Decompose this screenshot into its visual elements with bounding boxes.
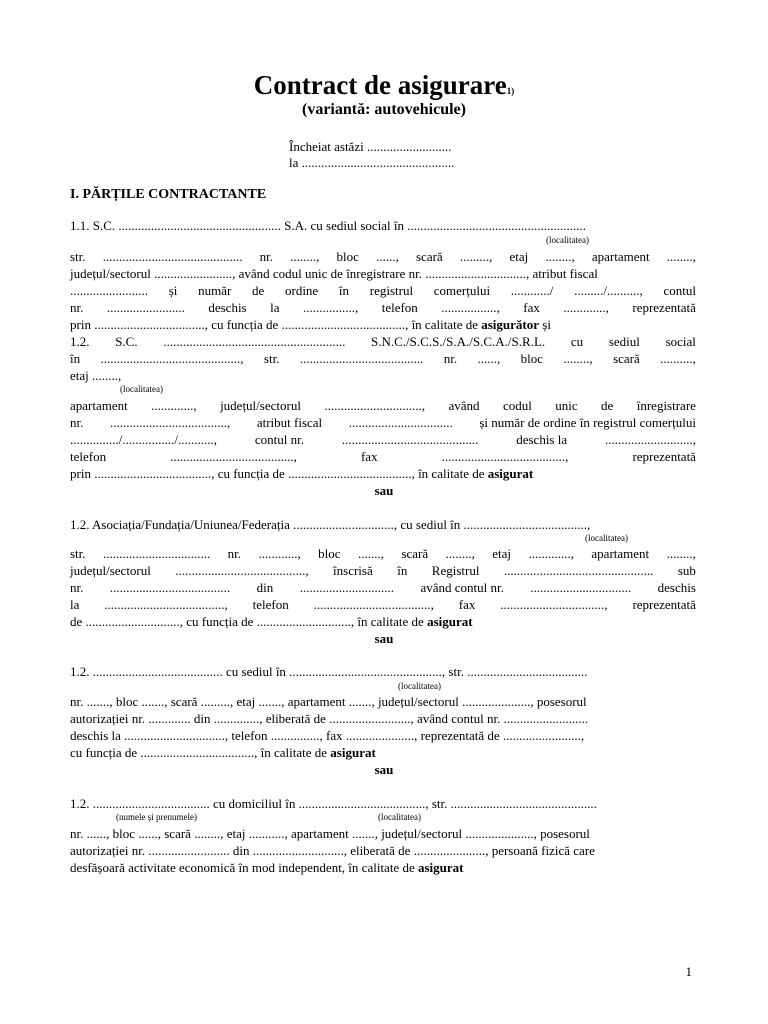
- text-token: .................,: [441, 300, 500, 315]
- text-token: și: [168, 283, 178, 298]
- text-token: etaj: [492, 546, 512, 561]
- text-token: reprezentată: [632, 597, 696, 612]
- text-token: număr: [198, 283, 232, 298]
- placeholder-label: (localitatea): [378, 812, 421, 822]
- text-token: bloc: [520, 351, 544, 366]
- text-token: ........,: [666, 546, 696, 561]
- text-token: telefon: [381, 300, 418, 315]
- text-token: telefon: [70, 449, 107, 464]
- text-token: S.N.C./S.C.S./S.A./S.C.A./S.R.L.: [371, 334, 546, 349]
- text-token: codul: [502, 398, 532, 413]
- text-token: înregistrare: [636, 398, 696, 413]
- text-token: .............../................/...........,: [70, 432, 217, 447]
- text-token: înscrisă: [333, 563, 373, 578]
- document-title: Contract de asigurare$^{1)}$: [253, 70, 515, 100]
- text-token: reprezentată: [632, 449, 696, 464]
- text-token: nr.: [259, 249, 273, 264]
- justified-line: [70, 563, 696, 579]
- text-token: județul/sectorul: [220, 398, 301, 413]
- text-token: .....................................: [109, 580, 231, 595]
- page-number: 1: [685, 964, 692, 979]
- text-token: în: [70, 351, 81, 366]
- text-token: ................................: [348, 415, 453, 430]
- text-token: reprezentată: [632, 300, 696, 315]
- text-token: fax: [458, 597, 476, 612]
- text-token: nr.: [227, 546, 242, 561]
- text-token: de: [252, 283, 265, 298]
- text-token: comerțului: [433, 283, 491, 298]
- placeholder-label: (localitatea): [398, 681, 441, 691]
- text-token: nr.: [443, 351, 458, 366]
- text-token: județul/sectorul: [70, 563, 151, 578]
- text-token: scară: [613, 351, 640, 366]
- text-token: de: [601, 398, 614, 413]
- text-token: Registrul: [431, 563, 480, 578]
- text-token: ..........,: [660, 351, 696, 366]
- text-token: în: [397, 563, 408, 578]
- text-token: ......,: [477, 351, 501, 366]
- text-token: etaj: [509, 249, 529, 264]
- alternative-or: sau: [374, 762, 394, 777]
- text-token: .........,: [459, 249, 493, 264]
- text-token: apartament: [591, 249, 650, 264]
- alternative-or: sau: [374, 483, 394, 498]
- text-token: ............/: [510, 283, 554, 298]
- text-token: apartament: [591, 546, 650, 561]
- text-token: ......,: [376, 249, 399, 264]
- text-token: la: [270, 300, 280, 315]
- text-token: str.: [70, 546, 86, 561]
- text-token: fax: [523, 300, 540, 315]
- text-token: ..............................,: [324, 398, 426, 413]
- justified-line: [70, 546, 696, 562]
- text-token: bloc: [318, 546, 341, 561]
- text-token: .............,: [151, 398, 197, 413]
- text-token: .............................: [299, 580, 394, 595]
- text-token: .......,: [358, 546, 384, 561]
- section-title-parties: I. PĂRȚILE CONTRACTANTE: [70, 187, 267, 202]
- text-token: având: [448, 398, 480, 413]
- placeholder-label: (numele și prenumele): [116, 812, 197, 822]
- placeholder-label: (localitatea): [546, 235, 589, 245]
- role-insured: asigurat: [427, 614, 473, 629]
- text-token: ......................................: [299, 351, 424, 366]
- justified-line: [70, 351, 696, 367]
- role-insured: asigurat: [330, 745, 376, 760]
- text-token: în: [338, 283, 350, 298]
- text-token: ........,: [666, 249, 696, 264]
- text-token: contul nr.: [254, 432, 304, 447]
- text-token: scară: [401, 546, 429, 561]
- text-token: ....................................,: [313, 597, 434, 612]
- text-token: ..........................................: [341, 432, 479, 447]
- justified-line: [70, 432, 696, 448]
- text-token: .................................: [102, 546, 211, 561]
- justified-line: [70, 283, 696, 299]
- text-token: ...........................................,: [100, 351, 244, 366]
- text-token: nr.: [70, 415, 84, 430]
- text-token: nr.: [70, 300, 84, 315]
- text-token: atribut fiscal: [256, 415, 323, 430]
- text-token: fax: [360, 449, 378, 464]
- document-subtitle: (variantă: autovehicule): [302, 101, 466, 118]
- text-token: S.C.: [115, 334, 138, 349]
- text-token: ordine: [284, 283, 319, 298]
- text-token: ................,: [302, 300, 359, 315]
- text-token: ...........................,: [605, 432, 696, 447]
- text-token: registrul: [369, 283, 414, 298]
- text-token: scară: [416, 249, 443, 264]
- text-token: cu: [570, 334, 584, 349]
- text-token: ........................................................: [163, 334, 346, 349]
- text-token: ........................................,: [175, 563, 309, 578]
- text-token: ...........................................: [102, 249, 243, 264]
- justified-line: [70, 398, 696, 414]
- role-insurer: asigurător: [481, 317, 540, 332]
- text-token: contul: [663, 283, 696, 298]
- justified-line: [70, 334, 696, 350]
- placeholder-label: (localitatea): [120, 384, 163, 394]
- alternative-or: sau: [374, 631, 394, 646]
- text-token: ....................................,: [109, 415, 231, 430]
- justified-line: [70, 580, 696, 596]
- text-token: și număr de ordine în registrul comerțului: [479, 415, 696, 430]
- text-token: ......................................,: [441, 449, 569, 464]
- text-token: ......................................,: [170, 449, 297, 464]
- text-token: nr.: [70, 580, 84, 595]
- text-token: ........,: [563, 351, 593, 366]
- text-token: ........,: [290, 249, 320, 264]
- text-token: ............,: [258, 546, 301, 561]
- footnote-mark: 1): [506, 86, 515, 96]
- text-token: ...............................: [530, 580, 632, 595]
- text-token: sediul: [608, 334, 640, 349]
- text-token: din: [256, 580, 274, 595]
- intro-place-line: la ...............................................: [289, 155, 455, 170]
- text-token: bloc: [336, 249, 359, 264]
- text-token: 1.2.: [70, 334, 90, 349]
- text-token: ..............................................: [503, 563, 654, 578]
- text-token: telefon: [252, 597, 289, 612]
- text-token: deschis: [657, 580, 696, 595]
- text-token: social: [665, 334, 696, 349]
- text-token: .....................................,: [104, 597, 228, 612]
- justified-line: [70, 249, 696, 265]
- text-token: având contul nr.: [420, 580, 504, 595]
- text-token: la: [70, 597, 80, 612]
- text-token: ........................: [70, 283, 148, 298]
- document-page: Contract de asigurare$^{1)}$ (variantă: autovehicule) Încheiat astăzi .......................... la ............................................... I. PĂRȚILE CONTRACTANTE 1.1. S.C. .................................................. S.A. cu sediul social în ....................................................... (localitatea) str. ........................................... nr. ........, bloc ......, scară ........., etaj ........, apartament ........, județul/sectorul ........................, având codul unic de înregistrare nr. ..............................., atribut fiscal ........................ și număr de ordine în registrul comerțului ............/ ........./.........., contul nr. ........................ deschis la ................, telefon ................., fax ............., reprezentată prin .................................., cu funcția de ......................................, în calitate de asigurător și 1.2. S.C. ........................................................ S.N.C./S.C.S./S.A./S.C.A./S.R.L. cu sediul social în ..........................................., str. ...................................... nr. ......, bloc ........, scară .........., etaj ........, (localitatea) apartament ............., județul/sectorul .............................., având codul unic de înregistrare nr. ...................................., atribut fiscal ................................ și număr de ordine în registrul comerțului .............../................/..........., contul nr. .......................................... deschis la ..........................., telefon ......................................, fax ......................................, reprezentată prin ...................................., cu funcția de ......................................, în calitate de asigurat sau 1.2. Asociația/Fundația/Uniunea/Federația ..............................., cu sediul în ......................................, (localitatea) str. ................................. nr. ............, bloc ......., scară ........, etaj ............., apartament ........, județul/sectorul ........................................, înscrisă în Registrul .............................................. sub nr. ..................................... din ............................. având contul nr. ............................... deschis la ....................................., telefon ...................................., fax ................................, reprezentată de ............................., cu funcția de ............................., în calitate de asigurat sau 1.2. ........................................ cu sediul în ..............................................., str. ..................................... (localitatea) nr. ......., bloc ......., scară ........., etaj ......., apartament ......., județul/sectorul ....................., posesorul autorizației nr. ............. din .............., eliberată de ........................., având contul nr. .......................... deschis la ..............................., telefon ..............., fax ....................., reprezentată de ........................, cu funcția de ..................................., în calitate de asigurat sau 1.2. .................................... cu domiciliul în ......................................., str. ............................................. (numele și prenumele) (localitatea) nr. ......, bloc ......, scară ........, etaj ..........., apartament ......., județul/sectorul ....................., posesorul autorizației nr. ......................... din ............................, eliberată de ......................, persoană fizică care desfășoară activitate economică în mod independent, în calitate de asigurat 1: [0, 0, 768, 1024]
- text-token: unic: [555, 398, 578, 413]
- justified-line: [70, 449, 696, 465]
- justified-line: [70, 300, 696, 316]
- text-token: apartament: [70, 398, 128, 413]
- text-token: str.: [263, 351, 280, 366]
- text-token: deschis: [208, 300, 247, 315]
- text-token: ........................: [106, 300, 185, 315]
- justified-line: [70, 597, 696, 613]
- justified-line: [70, 415, 696, 431]
- intro-date-line: Încheiat astăzi ..........................: [289, 139, 452, 154]
- text-token: .............,: [563, 300, 609, 315]
- text-token: ........,: [445, 546, 475, 561]
- text-token: deschis la: [516, 432, 568, 447]
- text-token: ........,: [545, 249, 575, 264]
- role-insured: asigurat: [417, 860, 464, 875]
- text-token: sub: [677, 563, 696, 578]
- role-insured: asigurat: [487, 466, 534, 481]
- text-token: ........./..........,: [574, 283, 643, 298]
- text-token: .............,: [528, 546, 574, 561]
- text-token: str.: [70, 249, 86, 264]
- text-token: ................................,: [500, 597, 608, 612]
- placeholder-label: (localitatea): [585, 533, 628, 543]
